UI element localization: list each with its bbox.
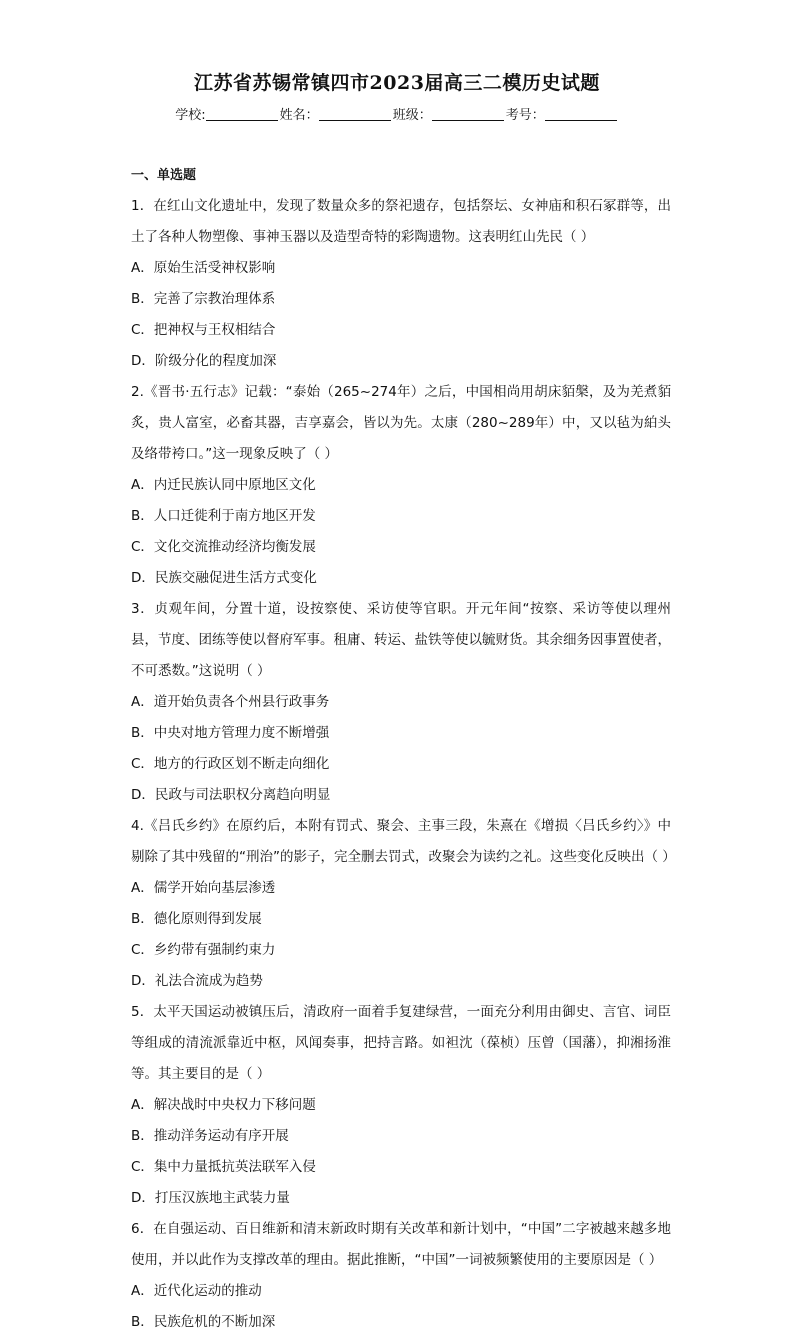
option-c: C．把神权与王权相结合	[131, 322, 276, 338]
question-text: 6．在自强运动、百日维新和清末新政时期有关改革和新计划中，“中国”二字被越来越多地使用，并以此作为支撑改革的理由。据此推断，“中国”一词被频繁使用的主要原因是（ ）	[131, 1221, 671, 1268]
option-a: A．儒学开始向基层渗透	[131, 880, 276, 896]
question-text: 5．太平天国运动被镇压后，清政府一面着手复建绿营，一面充分利用由御史、言官、词臣等组成的清流派靠近中枢，风闻奏事，把持言路。如袒沈（葆桢）压曾（国藩），抑湘扬淮等。其主要目的是（ ）	[131, 1004, 671, 1082]
question-text: 4.《吕氏乡约》在原约后，本附有罚式、聚会、主事三段，朱熹在《增损〈吕氏乡约〉》中剔除了其中残留的“刑治”的影子，完全删去罚式，改聚会为读约之礼。这些变化反映出（ ）	[131, 818, 676, 865]
question-1	[131, 191, 671, 377]
number-blank	[545, 107, 617, 121]
question-6	[131, 1214, 671, 1338]
number-label: 考号：	[505, 108, 545, 123]
option-c: C．集中力量抵抗英法联军入侵	[131, 1159, 316, 1175]
question-2	[131, 377, 671, 594]
option-list	[131, 687, 671, 811]
option-list	[131, 470, 671, 594]
option-a: A．解决战时中央权力下移问题	[131, 1097, 316, 1113]
question-4	[131, 811, 676, 997]
option-b: B．推动洋务运动有序开展	[131, 1128, 289, 1144]
class-blank	[432, 107, 504, 121]
option-c: C．文化交流推动经济均衡发展	[131, 539, 316, 555]
option-a: A．道开始负责各个州县行政事务	[131, 694, 330, 710]
option-b: B．完善了宗教治理体系	[131, 291, 276, 307]
question-5	[131, 997, 671, 1214]
question-3	[131, 594, 671, 811]
option-list	[131, 253, 671, 377]
class-label: 班级：	[392, 108, 432, 123]
student-info-line	[0, 104, 794, 123]
option-d: D．民族交融促进生活方式变化	[131, 570, 317, 586]
option-b: B．中央对地方管理力度不断增强	[131, 725, 330, 741]
option-d: D．礼法合流成为趋势	[131, 973, 263, 989]
option-a: A．原始生活受神权影响	[131, 260, 276, 276]
name-blank	[319, 107, 391, 121]
option-list	[131, 873, 671, 997]
name-label: 姓名：	[279, 108, 319, 123]
option-d: D．打压汉族地主武装力量	[131, 1190, 290, 1206]
option-b: B．民族危机的不断加深	[131, 1314, 276, 1330]
option-list	[131, 1090, 671, 1214]
page-title: 江苏省苏锡常镇四市2023届高三二模历史试题	[194, 72, 600, 94]
option-b: B．德化原则得到发展	[131, 911, 262, 927]
question-text: 3．贞观年间，分置十道，设按察使、采访使等官职。开元年间“按察、采访等使以理州县，节度、团练等使以督府军事。租庸、转运、盐铁等使以毓财货。其余细务因事置使者，不可悉数。”这说明（ ）	[131, 601, 671, 679]
questions-area	[131, 164, 676, 1338]
option-a: A．近代化运动的推动	[131, 1283, 262, 1299]
option-a: A．内迁民族认同中原地区文化	[131, 477, 316, 493]
option-d: D．民政与司法职权分离趋向明显	[131, 787, 331, 803]
school-label: 学校:	[175, 108, 206, 123]
question-text: 1．在红山文化遗址中，发现了数量众多的祭祀遗存，包括祭坛、女神庙和积石冢群等，出土了各种人物塑像、事神玉器以及造型奇特的彩陶遗物。这表明红山先民（ ）	[131, 198, 671, 245]
option-c: C．乡约带有强制约束力	[131, 942, 276, 958]
option-c: C．地方的行政区划不断走向细化	[131, 756, 330, 772]
option-b: B．人口迁徙利于南方地区开发	[131, 508, 316, 524]
section-heading: 一、单选题	[131, 168, 197, 183]
option-list	[131, 1276, 671, 1338]
school-blank	[206, 107, 278, 121]
question-text: 2.《晋书·五行志》记载：“泰始（265~274年）之后，中国相尚用胡床貊槃，及为羌煮貊炙，贵人富室，必畜其器，吉享嘉会，皆以为先。太康（280~289年）中，又以毡为絈头及络带袴口。”这一现象反映了（ ）	[131, 384, 671, 462]
option-d: D．阶级分化的程度加深	[131, 353, 277, 369]
